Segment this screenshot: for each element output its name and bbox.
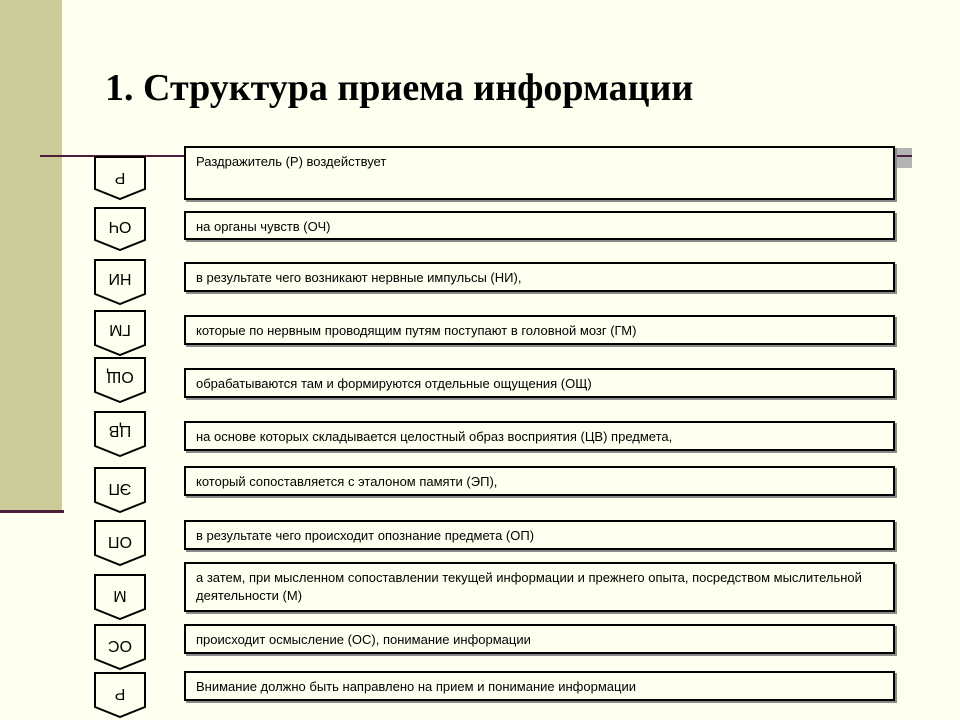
step-box: на органы чувств (ОЧ) [184, 211, 895, 240]
step-tag [94, 156, 146, 200]
step-box: Раздражитель (Р) воздействует [184, 146, 895, 200]
step-box: на основе которых складывается целостный образ восприятия (ЦВ) предмета, [184, 421, 895, 451]
step-tag-label: ОЧ [108, 218, 132, 235]
slide-title: 1. Структура приема информации [105, 67, 694, 109]
step-tag [94, 520, 146, 566]
step-tag [94, 467, 146, 513]
step-tag-label: Р [114, 685, 126, 702]
step-box: а затем, при мысленном сопоставлении текущей информации и прежнего опыта, посредством мыслительной деятельности (М) [184, 562, 895, 612]
step-tag-label: ГМ [109, 321, 131, 338]
step-tag-label: ЦВ [108, 422, 132, 439]
step-tag [94, 624, 146, 670]
step-box: который сопоставляется с эталоном памяти (ЭП), [184, 466, 895, 496]
step-box: в результате чего происходит опознание предмета (ОП) [184, 520, 895, 550]
side-decor-bar [0, 0, 62, 512]
step-tag [94, 207, 146, 251]
step-tag [94, 411, 146, 457]
step-tag [94, 259, 146, 305]
step-tag-label: ОС [108, 637, 132, 654]
step-box: обрабатываются там и формируются отдельные ощущения (ОЩ) [184, 368, 895, 398]
step-tag-label: ЭП [108, 480, 132, 497]
step-tag [94, 357, 146, 403]
step-tag-label: ОЩ [106, 368, 134, 385]
step-tag-label: НИ [108, 270, 132, 287]
step-box: Внимание должно быть направлено на прием и понимание информации [184, 671, 895, 701]
step-box: которые по нервным проводящим путям поступают в головной мозг (ГМ) [184, 315, 895, 345]
step-tag [94, 310, 146, 356]
side-decor-line [0, 510, 64, 513]
step-tag-label: М [113, 587, 127, 604]
step-box: происходит осмысление (ОС), понимание информации [184, 624, 895, 654]
step-tag [94, 672, 146, 718]
step-tag [94, 574, 146, 620]
step-tag-label: Р [114, 169, 126, 186]
step-tag-label: ОП [108, 533, 132, 550]
step-box: в результате чего возникают нервные импульсы (НИ), [184, 262, 895, 292]
